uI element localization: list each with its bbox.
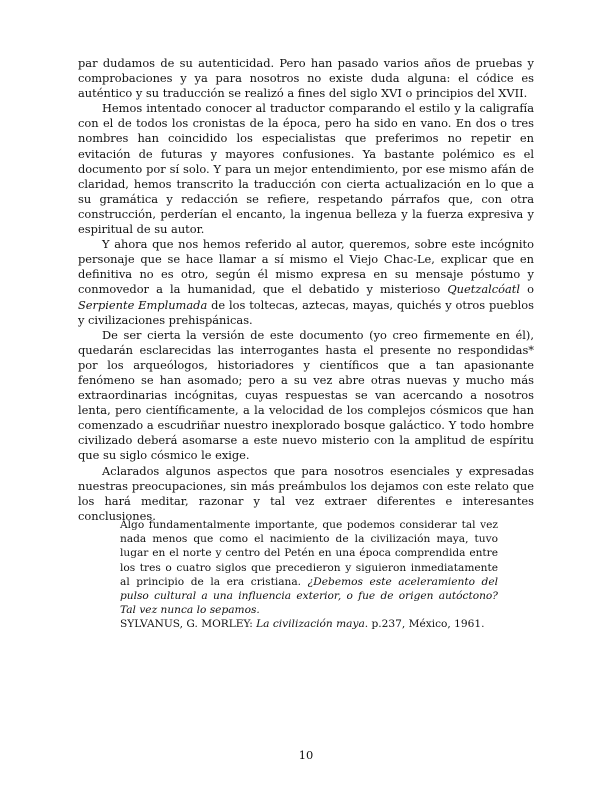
- paragraph-text: o: [520, 282, 534, 297]
- paragraph-text: Y ahora que nos hemos referido al autor, queremos, sobre este incógnito personaje que se hace llamar a sí mismo el Viejo Chac-Le, explicar que en definitiva no es otro, según él mismo expresa en su mensaje póstumo y conmovedor a la humanidad, que el debatido y misterioso: [78, 237, 534, 297]
- citation-author: SYLVANUS, G. MORLEY:: [120, 618, 257, 631]
- paragraph: par dudamos de su autenticidad. Pero han pasado varios años de pruebas y comprobaciones y ya para nosotros no existe duda alguna: el códice es auténtico y su traducción se realizó a fines del siglo XVI o principios del XVII.: [78, 56, 534, 101]
- paragraph: Hemos intentado conocer al traductor comparando el estilo y la caligrafía con el de todos los cronistas de la época, pero ha sido en vano. En dos o tres nombres han coincidido los especialistas que preferimos no repetir en evitación de futuras y mayores confusiones. Ya bastante polémico es el documento por sí solo. Y para un mejor entendimiento, por ese mismo afán de claridad, hemos transcrito la traducción con cierta actualización en lo que a su gramática y redacción se refiere, respetando párrafos que, con otra construcción, perderían el encanto, la ingenua belleza y la fuerza expresiva y espiritual de su autor.: [78, 101, 534, 237]
- footnote-paragraph: [120, 518, 498, 617]
- footnote-text: Algo fundamentalmente importante, que podemos considerar tal vez nada menos que como el nacimiento de la civilización maya, tuvo lugar en el norte y centro del Petén en una época comprendida entre los tres o cuatro siglos que precedieron y siguieron inmediatamente al principio de la era cristiana.: [120, 519, 498, 588]
- paragraph: [78, 237, 534, 328]
- emphasis-serpiente-emplumada: Serpiente Emplumada: [78, 297, 208, 312]
- main-text: [78, 56, 534, 524]
- emphasis-quetzalcoatl: Quetzalcóatl: [447, 282, 521, 297]
- paragraph: Aclarados algunos aspectos que para nosotros esenciales y expresadas nuestras preocupaciones, sin más preámbulos los dejamos con este relato que los hará meditar, razonar y tal vez extraer diferentes e interesantes conclusiones.: [78, 463, 534, 523]
- paragraph: De ser cierta la versión de este documento (yo creo firmemente en él), quedarán esclarecidas las interrogantes hasta el presente no respondidas* por los arqueólogos, historiadores y científicos que a tan apasionante fenómeno se han asomado; pero a su vez abre otras nuevas y mucho más extraordinarias incógnitas, cuyas respuestas se van acercando a nosotros lenta, pero científicamente, a la velocidad de los complejos cósmicos que han comenzado a escudriñar nuestro inexplorado bosque galáctico. Y todo hombre civilizado deberá asomarse a este nuevo misterio con la amplitud de espíritu que su siglo cósmico le exige.: [78, 327, 534, 463]
- citation-title: La civilización maya: [256, 618, 365, 631]
- footnote-italic: ¿Debemos este aceleramiento del pulso cultural a una influencia exterior, o fue de origen autóctono? Tal vez nunca lo sepamos.: [120, 575, 498, 617]
- paragraph-text: de los toltecas, aztecas, mayas, quichés y otros pueblos y civilizaciones prehispánicas.: [78, 297, 534, 327]
- citation-rest: . p.237, México, 1961.: [364, 618, 485, 631]
- page-number: 10: [298, 748, 314, 762]
- footnote-quote: [120, 518, 498, 632]
- footnote-citation: [120, 617, 498, 631]
